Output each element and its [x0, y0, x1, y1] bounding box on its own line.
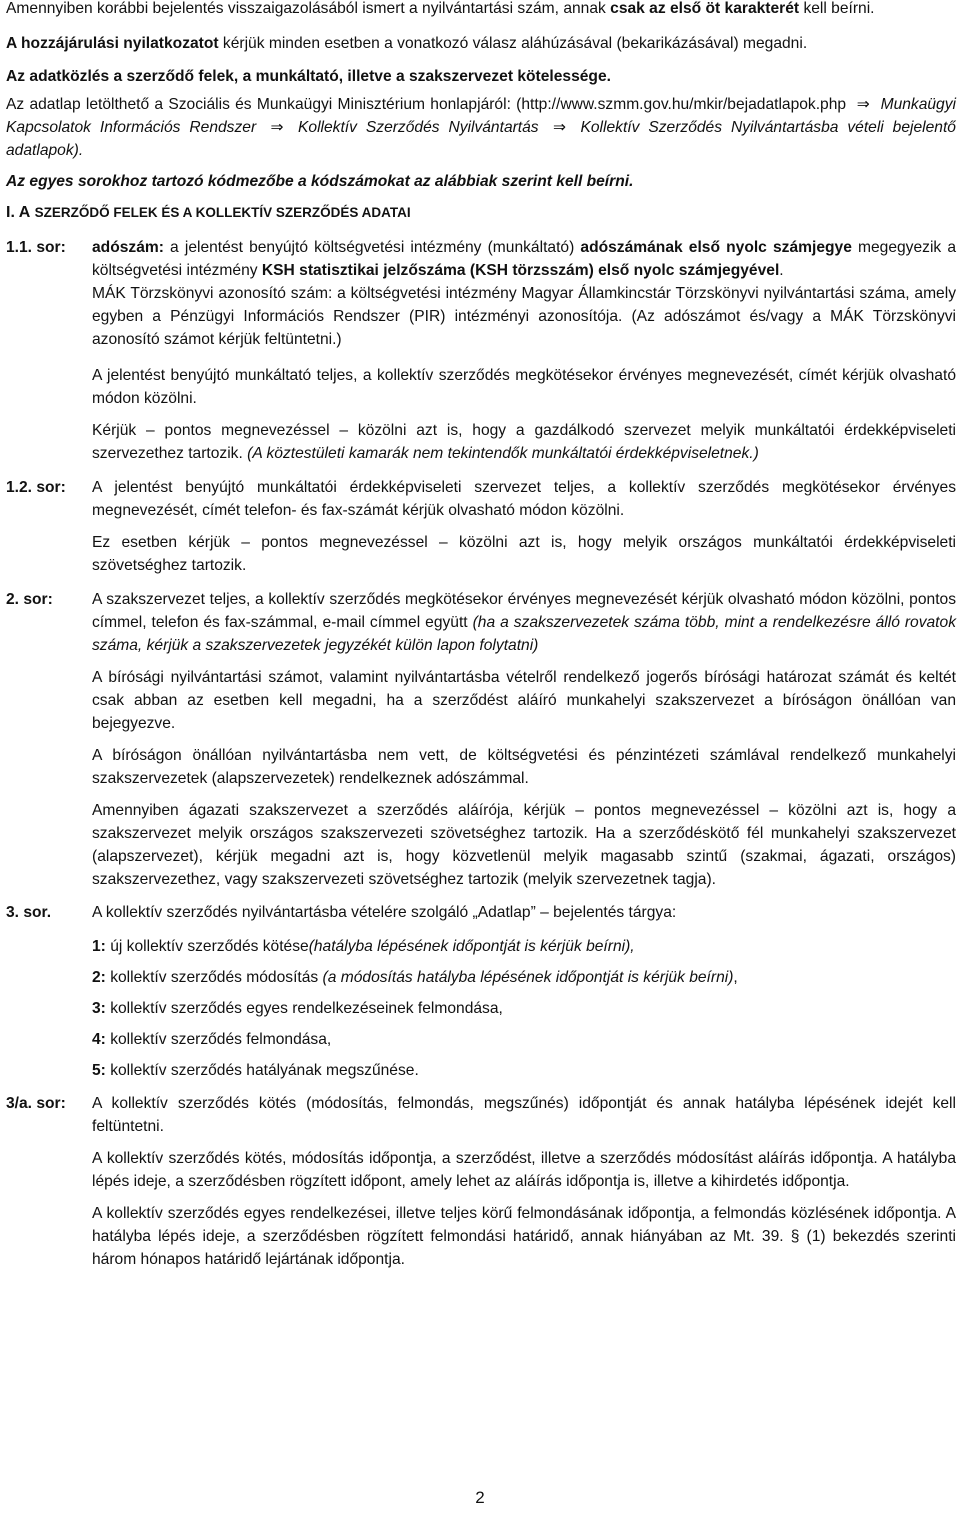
paragraph — [92, 419, 956, 465]
list-item — [92, 966, 956, 989]
code: 5: — [92, 1062, 106, 1079]
text: kollektív szerződés egyes rendelkezéseinek felmondása, — [105, 1000, 503, 1017]
section-2 — [6, 588, 956, 891]
row-label: 1.1. sor: — [6, 239, 66, 256]
intro-paragraph-5: Az egyes sorokhoz tartozó kódmezőbe a kódszámokat az alábbiak szerint kell beírni. — [6, 173, 634, 190]
text: . — [779, 262, 784, 279]
list-item — [92, 997, 956, 1020]
text-bold: A hozzájárulási nyilatkozatot — [6, 35, 219, 52]
row-label: 1.2. sor: — [6, 479, 66, 496]
paragraph — [92, 236, 956, 282]
text: kollektív szerződés módosítás — [105, 969, 323, 986]
arrow-icon: ⇒ — [270, 119, 284, 136]
intro-paragraph-3: Az adatközlés a szerződő felek, a munkáltató, illetve a szakszervezet kötelessége. — [6, 68, 611, 85]
intro-paragraph-2 — [6, 32, 956, 55]
text-italic: Kollektív Szerződés Nyilvántartásba vételi bejelentő adatlapok). — [6, 119, 956, 159]
document-page — [6, 0, 956, 1271]
text: megegyezik a költségvetési intézmény — [92, 239, 957, 279]
text-bold: adószámának első nyolc számjegye — [580, 239, 852, 256]
text-bold: csak az első öt karakterét — [610, 0, 800, 17]
code: 2: — [92, 969, 106, 986]
paragraph — [92, 588, 956, 657]
paragraph: A kollektív szerződés nyilvántartásba vételére szolgáló „Adatlap” – bejelentés tárgya: — [92, 904, 677, 921]
note: (hatályba lépésének időpontját is kérjük beírni), — [308, 938, 635, 955]
paragraph: A kollektív szerződés egyes rendelkezései, illetve teljes körű felmondásának időpontja, a felmondás közlésének időpontja. A hatályba lépés ideje, a szerződésben rögzített felmondási határidő, annak hiányában az Mt. 39. § (1) bekezdés szerinti három hónapos határidő lejártának időpontja. — [92, 1205, 956, 1268]
arrow-icon: ⇒ — [553, 119, 567, 136]
paragraph: A kollektív szerződés kötés (módosítás, felmondás, megszűnés) időpontját és annak hatályba lépésének idejét kell feltüntetni. — [92, 1095, 956, 1135]
text: kérjük minden esetben a vonatkozó válasz aláhúzásával (bekarikázásával) megadni. — [218, 35, 808, 52]
section-heading-title: SZERZŐDŐ FELEK ÉS A KOLLEKTÍV SZERZŐDÉS ADATAI — [34, 205, 411, 220]
list-item — [92, 935, 956, 958]
paragraph: Amennyiben ágazati szakszervezet a szerződés aláírója, kérjük – pontos megnevezéssel – közölni azt is, hogy a szakszervezet melyik országos szakszervezeti szövetséghez tartozik. Ha a szerződéskötő fél munkahelyi szakszervezet (alapszervezet), kérjük megadni azt is, hogy közvetlenül melyik magasabb szintű (szakmai, ágazati, országos) szakszervezethez, vagy szakszervezeti szövetséghez tartozik (melyik szervezetnek tagja). — [92, 802, 956, 888]
code: 1: — [92, 938, 106, 955]
code: 4: — [92, 1031, 106, 1048]
paragraph: A kollektív szerződés kötés, módosítás időpontja, a szerződést, illetve a szerződés módosítást aláírás időpontja. A hatályba lépés ideje, a szerződésben rögzített időpont, amely lehet az aláírás időpontja is, illetve a kihirdetés időpontja. — [92, 1150, 956, 1190]
section-3 — [6, 901, 956, 1090]
list-item — [92, 1028, 956, 1051]
text: Amennyiben korábbi bejelentés visszaigazolásából ismert a nyilvántartási szám, annak — [6, 0, 611, 17]
text: új kollektív szerződés kötése — [105, 938, 309, 955]
page-number: 2 — [475, 1488, 485, 1507]
section-1-1 — [6, 236, 956, 465]
section-heading-prefix: I. A — [6, 204, 31, 221]
text: kollektív szerződés felmondása, — [105, 1031, 332, 1048]
text-italic: (ha a szakszervezetek száma több, mint a rendelkezésre álló rovatok száma, kérjük a szakszervezetek jegyzékét külön lapon folytatni) — [92, 614, 956, 654]
arrow-icon: ⇒ — [856, 96, 870, 113]
paragraph: Ez esetben kérjük – pontos megnevezéssel – közölni azt is, hogy melyik országos munkáltatói érdekképviseleti szövetséghez tartozik. — [92, 534, 956, 574]
text: , — [733, 969, 738, 986]
code: 3: — [92, 1000, 106, 1017]
section-heading — [6, 201, 956, 224]
note: (a módosítás hatályba lépésének időpontját is kérjük beírni) — [322, 969, 734, 986]
paragraph: MÁK Törzskönyvi azonosító szám: a költségvetési intézmény Magyar Államkincstár Törzskönyvi nyilvántartási száma, amely egyben a Pénzügyi Információs Rendszer (PIR) intézményi azonosítója. (Az adószámot és/vagy a MÁK Törzskönyvi azonosító számot kérjük feltüntetni.) — [92, 285, 956, 348]
intro-paragraph-1 — [6, 0, 956, 20]
list-item — [92, 1059, 956, 1082]
text: A szakszervezet teljes, a kollektív szerződés megkötésekor érvényes megnevezését kérjük olvasható módon közölni, pontos címmel, telefon és fax-számmal, e-mail címmel együtt — [92, 591, 956, 631]
text: a jelentést benyújtó költségvetési intézmény (munkáltató) — [163, 239, 581, 256]
row-label: 3. sor. — [6, 904, 52, 921]
text-italic: Kollektív Szerződés Nyilvántartás — [289, 119, 548, 136]
text-italic: (A köztestületi kamarák nem tekintendők munkáltatói érdekképviseletnek.) — [247, 445, 759, 462]
text-italic: Munkaügyi Kapcsolatok Információs Rendszer — [6, 96, 956, 136]
paragraph: A jelentést benyújtó munkáltató teljes, a kollektív szerződés megkötésekor érvényes megnevezését, címét kérjük olvasható módon közölni. — [92, 367, 956, 407]
text: kollektív szerződés hatályának megszűnése. — [105, 1062, 419, 1079]
section-1-2 — [6, 476, 956, 577]
paragraph: A bírósági nyilvántartási számot, valamint nyilvántartásba vételről rendelkező jogerős bírósági határozat számát és keltét csak abban az esetben kell megadni, ha a szerződést aláíró munkahelyi szakszervezet a bíróságon önállóan van bejegyezve. — [92, 669, 956, 732]
text: Az adatlap letölthető a Szociális és Munkaügyi Minisztérium honlapjáról: (http://www.szmm.gov.hu/mkir/bejadatlapok.php — [6, 96, 852, 113]
row-label: 2. sor: — [6, 591, 53, 608]
text-bold: KSH statisztikai jelzőszáma (KSH törzsszám) első nyolc számjegyével — [261, 262, 780, 279]
section-3a — [6, 1092, 956, 1271]
text: kell beírni. — [799, 0, 875, 17]
text-bold: adószám: — [92, 239, 164, 256]
subject-code-list — [92, 935, 956, 1082]
text: Kérjük – pontos megnevezéssel – közölni azt is, hogy a gazdálkodó szervezet melyik munkáltatói érdekképviseleti szervezethez tartozik. — [92, 422, 956, 462]
paragraph: A jelentést benyújtó munkáltatói érdekképviseleti szervezet teljes, a kollektív szerződés megkötésekor érvényes megnevezését, címét telefon- és fax-számát kérjük olvasható módon közölni. — [92, 479, 956, 519]
row-label: 3/a. sor: — [6, 1095, 66, 1112]
intro-paragraph-4 — [6, 93, 956, 162]
paragraph: A bíróságon önállóan nyilvántartásba nem vett, de költségvetési és pénzintézeti számlával rendelkező munkahelyi szakszervezetek (alapszervezetek) rendelkeznek adószámmal. — [92, 747, 956, 787]
